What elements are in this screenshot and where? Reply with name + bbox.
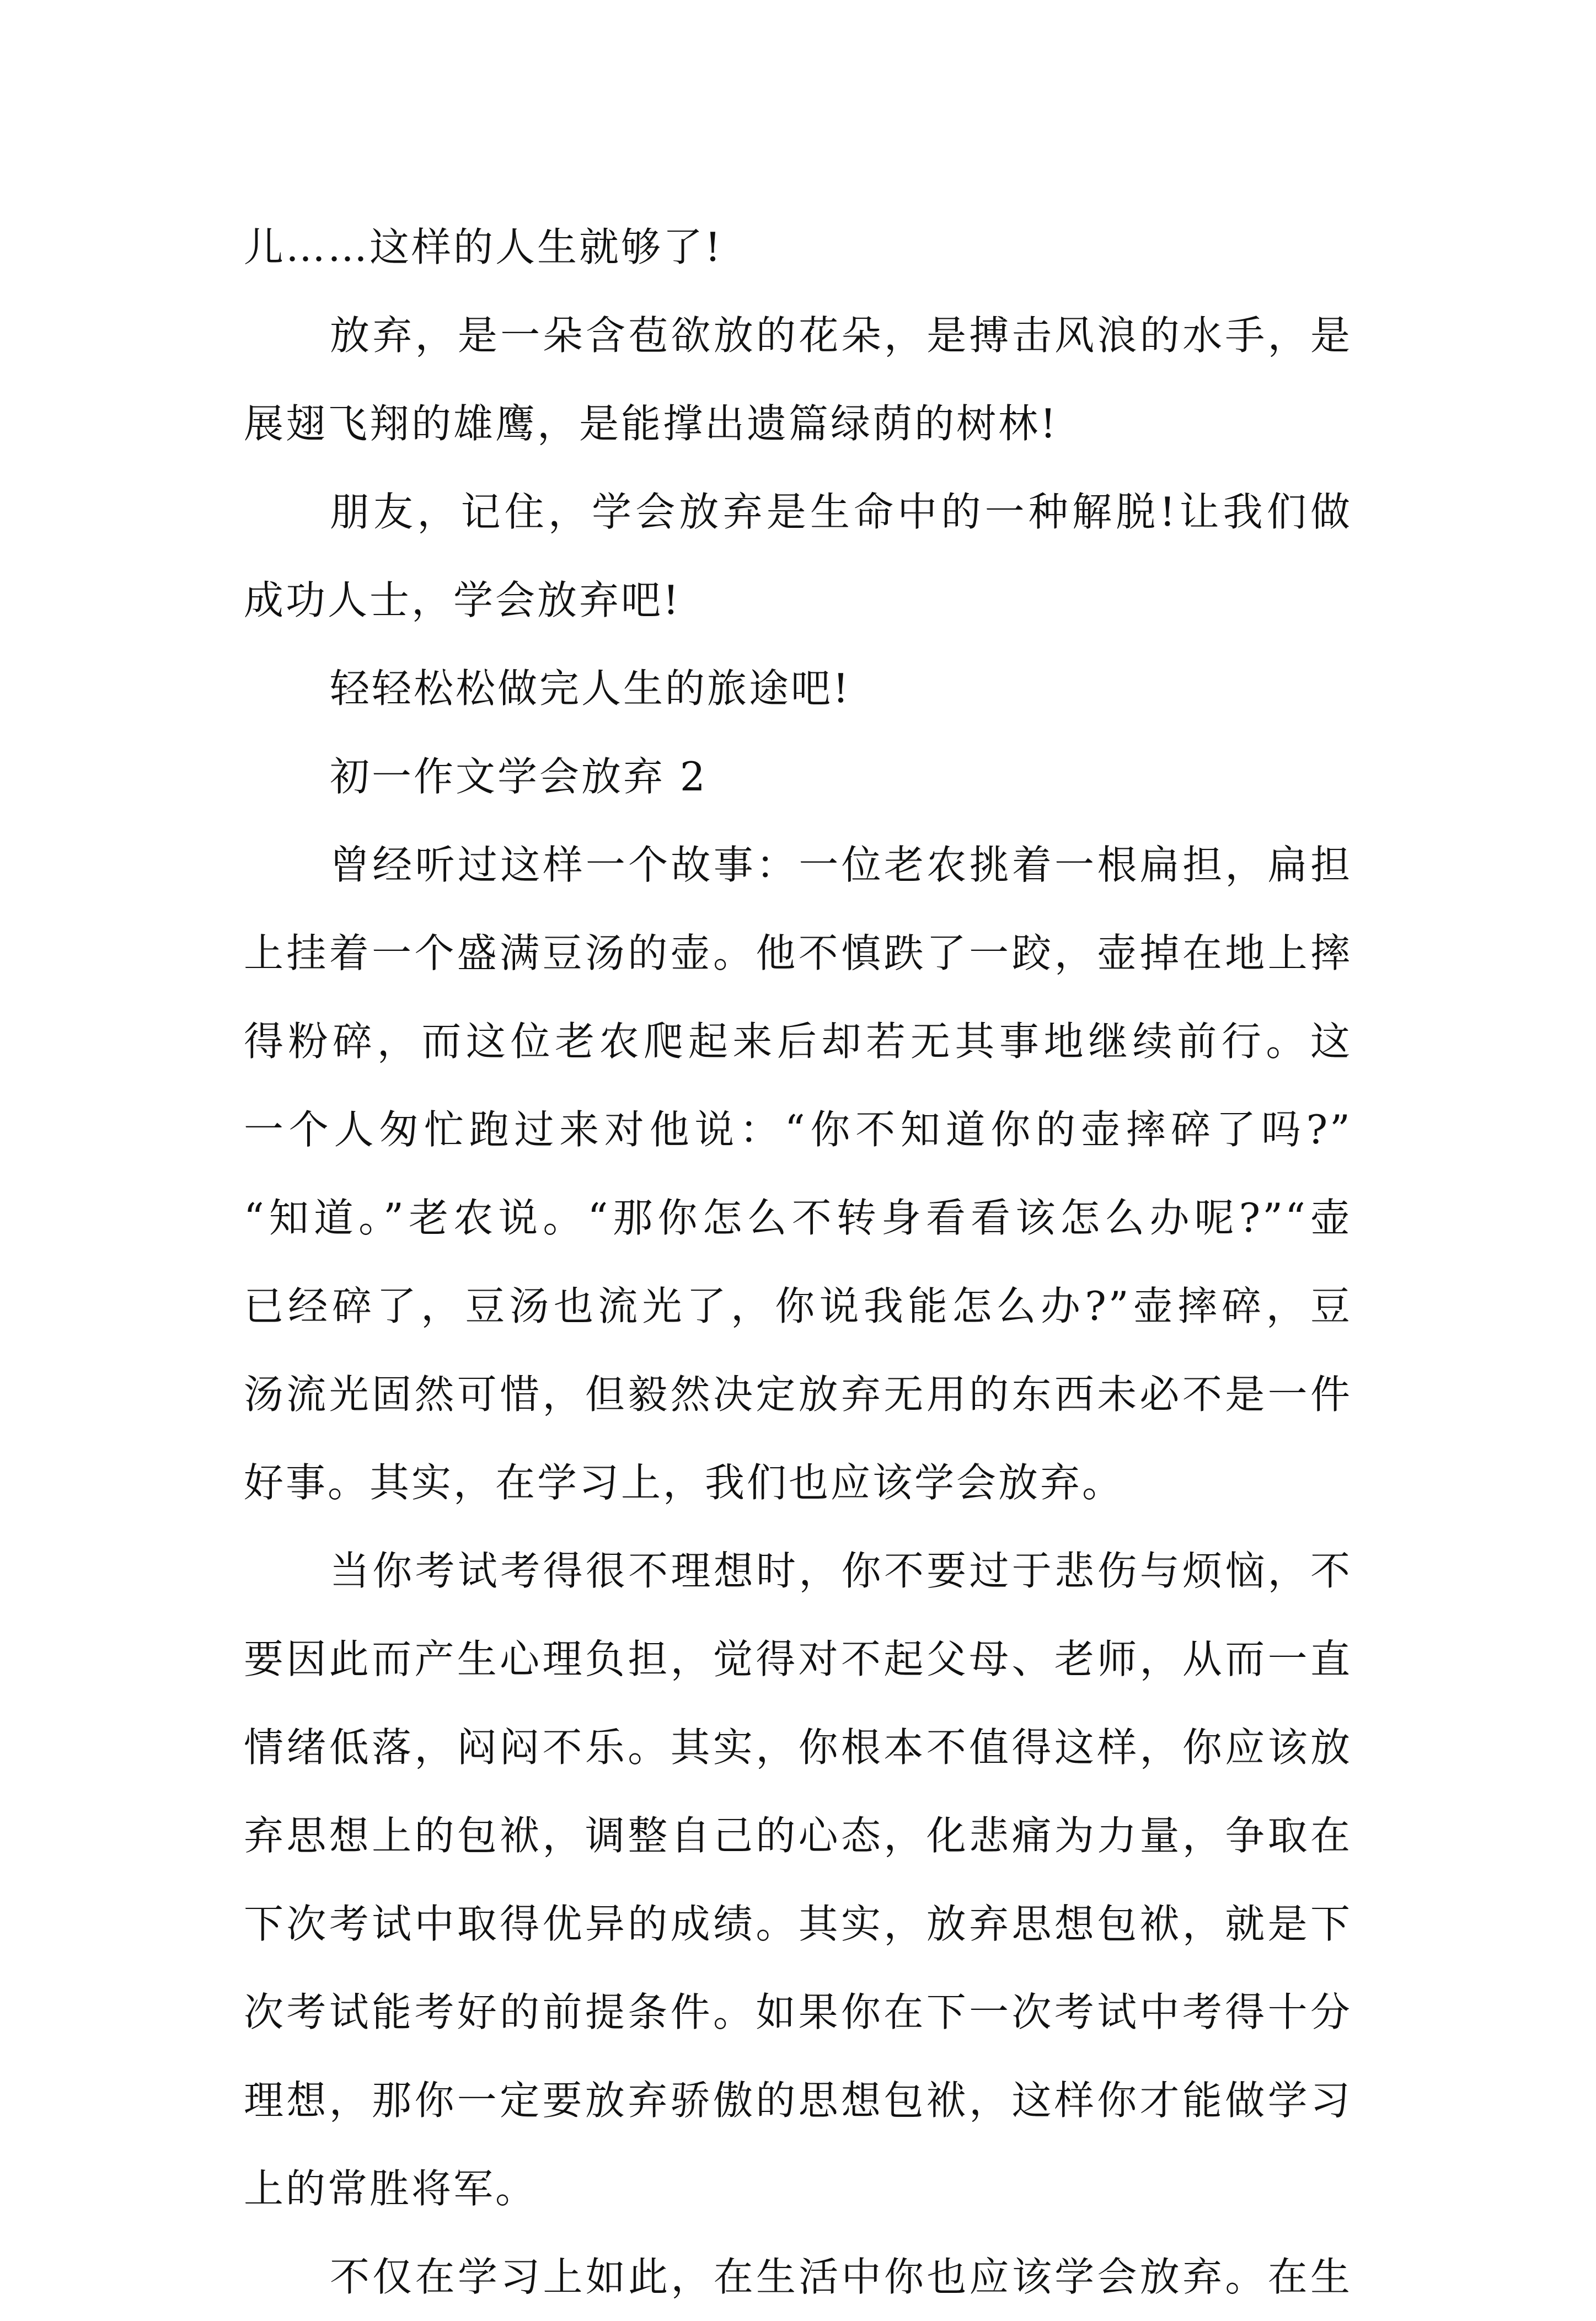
paragraph-first-line: 放弃，是一朵含苞欲放的花朵，是搏击风浪的水手，是 [330, 312, 1352, 359]
text-line: “知道。”老农说。“那你怎么不转身看看该怎么办呢?”“壶 [244, 1195, 1352, 1241]
text-line: 展翅飞翔的雄鹰，是能撑出遗篇绿荫的树林! [244, 400, 1058, 447]
paragraph-first-line: 朋友，记住，学会放弃是生命中的一种解脱!让我们做 [330, 489, 1352, 535]
section-heading: 初一作文学会放弃 2 [330, 753, 708, 800]
text-line: 理想，那你一定要放弃骄傲的思想包袱，这样你才能做学习 [244, 2077, 1352, 2124]
paragraph-first-line: 当你考试考得很不理想时，你不要过于悲伤与烦恼，不 [330, 1548, 1352, 1594]
text-line: 下次考试中取得优异的成绩。其实，放弃思想包袱，就是下 [244, 1901, 1352, 1947]
text-line: 得粉碎，而这位老农爬起来后却若无其事地继续前行。这 [244, 1018, 1352, 1065]
text-line: 汤流光固然可惜，但毅然决定放弃无用的东西未必不是一件 [244, 1371, 1352, 1418]
text-line: 弃思想上的包袱，调整自己的心态，化悲痛为力量，争取在 [244, 1812, 1352, 1859]
text-line: 次考试能考好的前提条件。如果你在下一次考试中考得十分 [244, 1989, 1352, 2035]
text-line: 上挂着一个盛满豆汤的壶。他不慎跌了一跤，壶掉在地上摔 [244, 930, 1352, 976]
paragraph-first-line: 轻轻松松做完人生的旅途吧! [330, 665, 851, 712]
text-line: 已经碎了，豆汤也流光了，你说我能怎么办?”壶摔碎，豆 [244, 1283, 1352, 1329]
text-line: 要因此而产生心理负担，觉得对不起父母、老师，从而一直 [244, 1636, 1352, 1682]
text-line: 成功人士，学会放弃吧! [244, 577, 681, 623]
text-line: 儿……这样的人生就够了! [244, 224, 723, 270]
text-line: 一个人匆忙跑过来对他说：“你不知道你的壶摔碎了吗?” [244, 1106, 1352, 1153]
paragraph-first-line: 不仅在学习上如此，在生活中你也应该学会放弃。在生 [330, 2254, 1352, 2300]
text-line: 上的常胜将军。 [244, 2165, 538, 2212]
article-body [244, 203, 1352, 2321]
paragraph-first-line: 曾经听过这样一个故事：一位老农挑着一根扁担，扁担 [330, 842, 1352, 888]
text-line: 好事。其实，在学习上，我们也应该学会放弃。 [244, 1459, 1124, 1506]
text-line: 情绪低落，闷闷不乐。其实，你根本不值得这样，你应该放 [244, 1724, 1352, 1771]
